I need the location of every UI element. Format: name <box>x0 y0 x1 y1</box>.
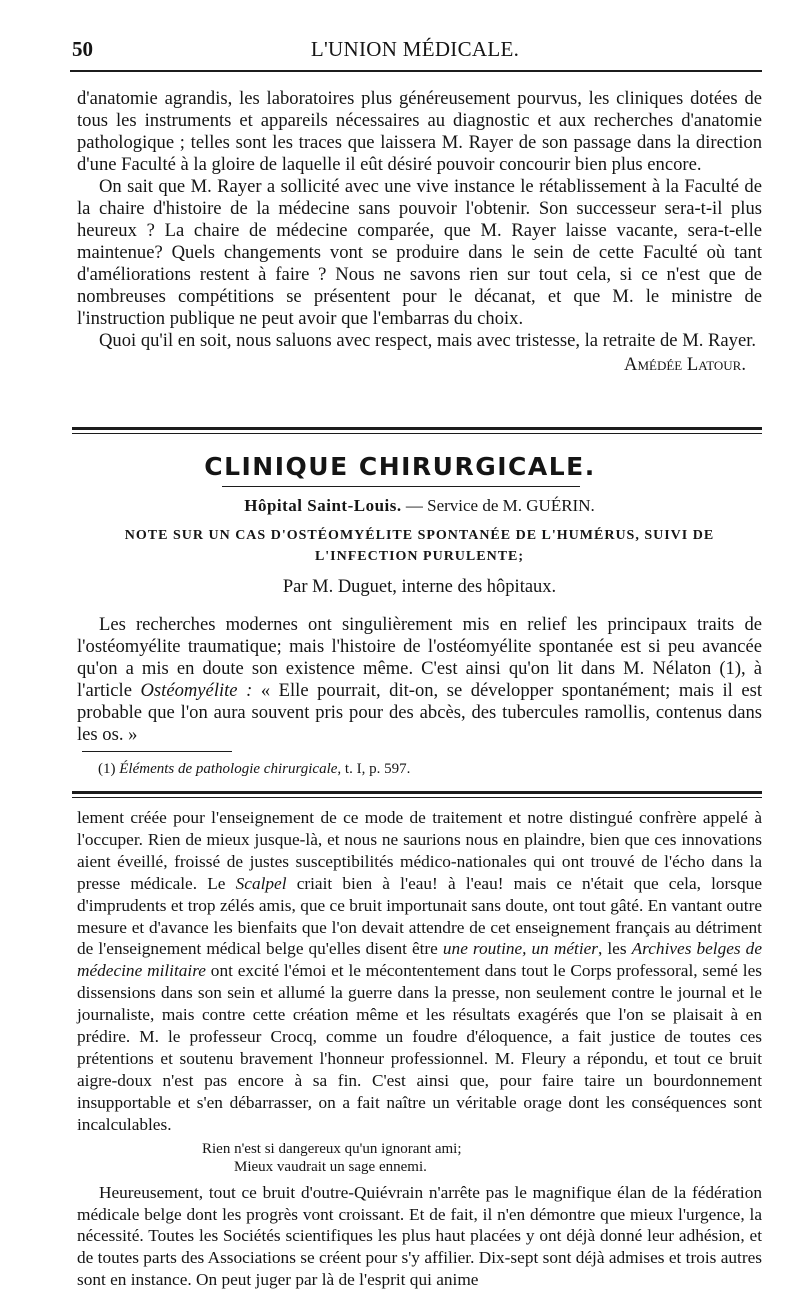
note-title: NOTE SUR UN CAS D'OSTÉOMYÉLITE SPONTANÉE DE L'HUMÉRUS, SUIVI DE L'INFECTION PURULENTE; <box>124 528 715 564</box>
footnote-rule <box>82 751 232 752</box>
article-paragraph: Heureusement, tout ce bruit d'outre-Quiévrain n'arrête pas le magnifique élan de la fédération médicale belge dont les progrès vont croissant. Et de fait, il n'en démontre que mieux l'urgence, la nécessité. Toutes les Sociétés scientifiques les plus haut placées y ont déjà donné leur adhésion, et de toutes parts des Associations se créent pour s'y affilier. Dix-sept sont déjà admises et trois autres sont en instance. On peut juger par là de l'esprit qui anime <box>77 1182 762 1290</box>
page-number: 50 <box>72 37 93 61</box>
paragraph-text: « Elle pourrait, dit-on, se développer spontanément; mais il est probable que l'on aura souvent pris pour des abcès, des tubercules ramollis, contenus dans les os. » <box>77 680 762 745</box>
quoted-phrase: une routine, un métier <box>442 939 599 959</box>
title-underline <box>222 486 580 487</box>
feuilleton-rule-thin <box>72 797 762 798</box>
section-rule-top <box>72 427 762 430</box>
journal-name: Scalpel <box>235 873 287 893</box>
article-paragraph: d'anatomie agrandis, les laboratoires plus généreusement pourvus, les cliniques dotées de tous les instruments et appareils nécessaires au diagnostic et aux recherches d'anatomie pathologique ; telles sont les traces que laissera M. Rayer de son passage dans la direction d'une Faculté à la gloire de laquelle il eût désiré pouvoir concourir bien plus encore. <box>77 88 762 175</box>
footnote <box>98 761 698 778</box>
signature: Amédée Latour. <box>624 354 746 375</box>
article-paragraph: On sait que M. Rayer a sollicité avec une vive instance le rétablissement à la Faculté de la chaire d'histoire de la médecine sans pouvoir l'obtenir. Son successeur sera-t-il plus heureux ? La chaire de médecine comparée, que M. Rayer laisse vacante, sera-t-elle maintenue? Quels changements vont se produire dans le sein de cette Faculté où tant d'améliorations restent à faire ? Nous ne savons rien sur tout cela, si ce n'est que de nombreuses compétitions se présentent pour le décanat, et que M. le ministre de l'instruction publique ne peut avoir que l'embarras du choix. <box>77 176 762 329</box>
journal-name: Archives belges de médecine militaire <box>77 939 762 981</box>
feuilleton-rule <box>72 791 762 794</box>
hospital-line <box>77 496 762 516</box>
section-title: CLINIQUE CHIRURGICALE. <box>204 452 596 481</box>
paragraph-text: , les <box>598 939 632 959</box>
clinique-header <box>77 496 762 598</box>
running-head: L'UNION MÉDICALE. <box>310 37 520 61</box>
author-line: Par M. Duguet, interne des hôpitaux. <box>282 577 557 597</box>
lower-article <box>77 807 762 1291</box>
paragraph-text: Les recherches modernes ont singulièrement mis en relief les principaux traits de l'ostéomyélite traumatique; mais l'histoire de l'ostéomyélite spontanée est si peu avancée qu'on a mis en doute son existence même. C'est ainsi qu'on lit dans M. Nélaton (1), à l'article <box>77 614 762 701</box>
paragraph-text: ont excité l'émoi et le mécontentement dans tout le Corps professoral, semé les dissensions dans son sein et allumé la guerre dans la presse, non seulement contre le journal et le journaliste, mais contre cette création même et les résultats exagérés que l'on se plaisait à en prédire. M. le professeur Crocq, comme un foudre d'éloquence, a fait justice de toutes ces prétentions et soutenu bravement l'honneur professionnel. M. Fleury a répondu, et tout ce bruit aigre-doux n'est pas encore à sa fin. C'est ainsi que, pour faire taire un bourdonnement insupportable et s'en débarrasser, on a fait naître un véritable orage dont les conséquences sont incalculables. <box>77 961 762 1134</box>
hospital-name: Hôpital Saint-Louis. <box>244 496 402 515</box>
header-rule <box>70 70 762 72</box>
verse-line: Rien n'est si dangereux qu'un ignorant ami; <box>202 1140 462 1157</box>
clinique-intro <box>77 614 762 746</box>
article-paragraph: Quoi qu'il en soit, nous saluons avec respect, mais avec tristesse, la retraite de M. Rayer. <box>99 330 757 351</box>
verse-quote <box>77 1140 762 1176</box>
section-rule-thin <box>72 433 762 434</box>
paragraph-text: criait bien à l'eau! à l'eau! mais ce n'était que cela, lorsque d'imprudents et trop zélés amis, que ce bruit importunait sans doute, ont tout gâté. En vantant outre mesure et d'avance les bienfaits que l'on devait attendre de cet enseignement français au détriment de l'enseignement médical belge qu'elles disent être <box>77 873 762 959</box>
paragraph-text: lement créée pour l'enseignement de ce mode de traitement et notre distingué confrère appelé à l'occuper. Rien de mieux jusque-là, et nous ne saurions nous en plaindre, bien que ces innovations aient éveillé, froissé de justes susceptibilités médico-nationales qui ont trouvé de l'écho dans la presse médicale. Le <box>77 808 762 893</box>
verse-line: Mieux vaudrait un sage ennemi. <box>234 1158 427 1175</box>
footnote-title: Éléments de pathologie chirurgicale <box>119 761 338 777</box>
article-paragraph <box>77 807 762 1136</box>
footnote-mark: (1) <box>98 761 120 777</box>
page-header <box>70 37 760 67</box>
article-paragraph <box>77 614 762 746</box>
article-reference: Ostéomyélite : <box>140 680 253 701</box>
upper-article <box>77 88 762 376</box>
footnote-ref: , t. I, p. 597. <box>337 761 411 777</box>
service-name: — Service de M. GUÉRIN. <box>401 496 595 515</box>
